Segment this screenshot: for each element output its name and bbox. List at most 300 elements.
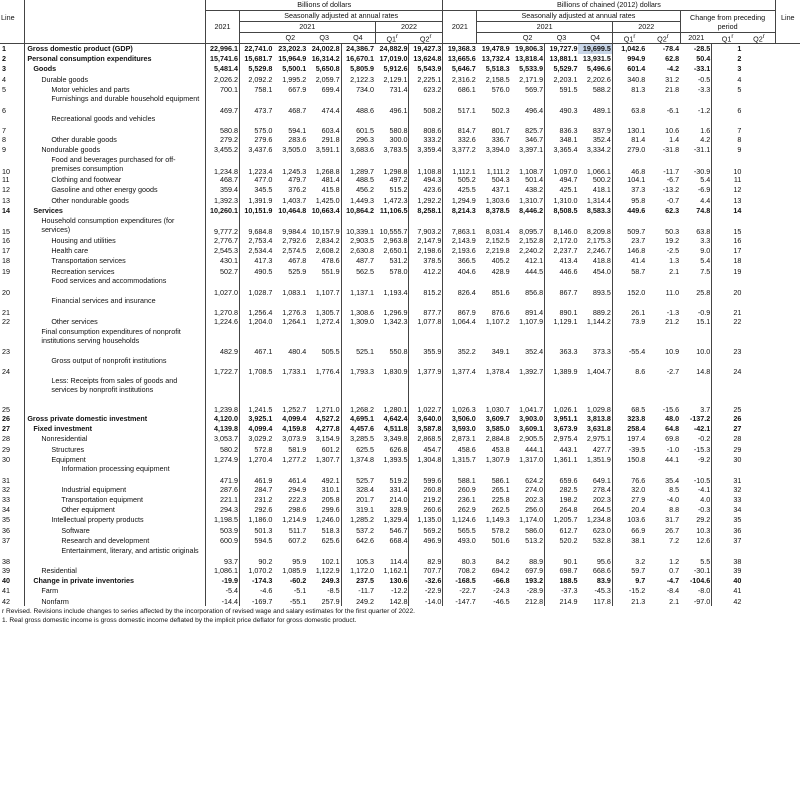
chained-cell: 13,732.4: [481, 54, 510, 64]
line-number-right: 36: [712, 525, 744, 535]
chained-cell: 877.7: [409, 296, 443, 316]
chained-cell: 428.9: [491, 266, 510, 276]
billions-cell: 4,642.4: [383, 413, 408, 423]
billions-cell: 1,393.5: [383, 454, 408, 464]
chained-cell: 214.9: [545, 596, 579, 606]
billions-cell: 1,122.9: [315, 566, 340, 576]
line-number: 32: [2, 484, 10, 494]
line-number: 38: [2, 557, 10, 566]
table-row: [0, 256, 800, 266]
change-cell: 15.1: [696, 316, 711, 326]
chained-cell: 837.9: [592, 126, 611, 135]
chained-cell: 1,041.7: [519, 405, 544, 414]
chained-cell: 851.6: [491, 288, 510, 297]
year-2022-sub-chained: 2022: [612, 22, 680, 33]
chained-cell: 264.8: [545, 505, 579, 515]
billions-cell: 456.2: [341, 185, 375, 195]
line-number: 22: [2, 316, 10, 326]
change-cell: -30.1: [693, 566, 711, 576]
chained-cell: 1,124.6: [443, 515, 477, 525]
line-number-right: 39: [712, 566, 744, 576]
chained-cell: 1,317.0: [519, 454, 544, 464]
change-cell: 146.8: [612, 246, 646, 256]
chained-cell: 363.3: [545, 327, 579, 356]
change-cell: 50.4: [696, 54, 711, 64]
line-number: 10: [2, 166, 10, 175]
billions-cell: 2,834.2: [315, 236, 340, 246]
billions-cell: 469.7: [206, 94, 240, 114]
chained-cell: 2,193.6: [443, 246, 477, 256]
billions-cell: 477.0: [240, 175, 274, 185]
table-row: [0, 54, 800, 64]
change-cell: 32.0: [612, 484, 646, 494]
billions-cell: 345.5: [240, 185, 274, 195]
line-number-right: 28: [712, 434, 744, 444]
change-cell: 1,042.6: [612, 44, 646, 54]
line-number-right: 29: [712, 444, 744, 454]
billions-cell: 580.2: [206, 444, 240, 454]
change-cell: 68.5: [612, 376, 646, 414]
chained-cell: 8,095.7: [519, 227, 544, 236]
billions-cell: 471.9: [206, 464, 240, 484]
chained-cell: 3,609.1: [519, 424, 544, 434]
chained-cell: 8,258.1: [409, 205, 443, 215]
table-row: [0, 64, 800, 74]
chained-cell: 801.7: [491, 126, 510, 135]
line-number-right: 8: [712, 134, 744, 144]
chained-cell: 3,365.4: [545, 145, 579, 155]
line-number: 28: [2, 434, 10, 444]
chained-cell: 496.9: [409, 535, 443, 545]
line-number: 2: [2, 54, 6, 64]
row-label: Clothing and footwear: [25, 175, 206, 185]
billions-cell: 3,505.0: [282, 145, 307, 155]
billions-cell: 1,268.8: [315, 166, 340, 175]
billions-cell: 518.3: [321, 525, 340, 535]
chained-group-header: Billions of chained (2012) dollars: [443, 0, 775, 11]
chained-cell: 84.2: [495, 557, 510, 566]
line-number-right: 7: [712, 114, 744, 134]
table-row: [0, 444, 800, 454]
change-cell: -0.7: [666, 195, 680, 205]
chained-cell: 576.0: [491, 84, 510, 94]
billions-cell: 575.0: [240, 114, 274, 134]
billions-cell: 1,239.8: [206, 376, 240, 414]
line-number: 13: [2, 195, 10, 205]
billions-cell: 642.6: [341, 535, 375, 545]
change-cell: -33.1: [693, 64, 711, 74]
billions-cell: 4,159.8: [282, 424, 307, 434]
table-row: [0, 276, 800, 296]
chained-cell: 569.2: [409, 525, 443, 535]
change-cell: 8.6: [612, 356, 646, 376]
line-number-right: 6: [712, 94, 744, 114]
billions-cell: 1,271.0: [315, 405, 340, 414]
billions-cell: 501.3: [240, 525, 274, 535]
table-row: [0, 216, 800, 236]
billions-cell: 222.3: [288, 495, 307, 505]
line-number-right: 12: [712, 185, 744, 195]
line-number-right: 19: [712, 266, 744, 276]
billions-cell: 359.4: [206, 185, 240, 195]
billions-cell: 1,274.9: [206, 454, 240, 464]
chained-cell: 2,873.1: [443, 434, 477, 444]
billions-cell: 1,264.1: [282, 316, 307, 326]
row-label: Gasoline and other energy goods: [25, 185, 206, 195]
chained-cell: 19,806.3: [515, 44, 544, 54]
billions-cell: 468.7: [288, 106, 307, 115]
chained-cell: 532.8: [592, 535, 611, 545]
row-label: Residential: [25, 566, 206, 576]
chained-cell: 876.6: [491, 308, 510, 317]
billions-cell: 310.1: [321, 484, 340, 494]
change-cell: -39.5: [612, 444, 646, 454]
change-cell: 21.8: [665, 84, 680, 94]
row-label: Other nondurable goods: [25, 195, 206, 205]
footnote-1: 1. Real gross domestic income is gross domestic income deflated by the implicit price deflator for gross domestic product.: [2, 617, 357, 625]
line-number: 4: [2, 74, 6, 84]
line-number-right: 13: [712, 195, 744, 205]
table-row: [0, 94, 800, 114]
billions-cell: 10,464.8: [278, 205, 307, 215]
change-cell: 27.9: [612, 495, 646, 505]
line-number: 37: [2, 535, 10, 545]
line-number: 30: [2, 454, 10, 464]
row-label: Research and development: [25, 535, 206, 545]
billions-cell: 15,741.6: [206, 54, 240, 64]
billions-cell: 4,120.0: [206, 414, 240, 424]
billions-cell: 5,650.8: [315, 64, 340, 74]
q1-header-chained: [477, 33, 511, 44]
change-cell: 38.1: [612, 535, 646, 545]
change-2021-header: 2021: [680, 33, 712, 44]
change-cell: 26.1: [612, 296, 646, 316]
chained-cell: 3,631.8: [586, 424, 611, 434]
chained-cell: 502.3: [491, 106, 510, 115]
row-label: Industrial equipment: [25, 484, 206, 494]
change-cell: 3.7: [700, 405, 711, 414]
billions-cell: 496.1: [389, 106, 408, 115]
billions-cell: 461.9: [240, 464, 274, 484]
chained-cell: 3,334.2: [586, 145, 611, 155]
change-cell: -1.0: [666, 444, 680, 454]
line-number-right: 30: [712, 454, 744, 464]
change-cell: 48.0: [665, 413, 680, 423]
change-cell: 601.4: [612, 64, 646, 74]
change-cell: -137.2: [689, 413, 711, 423]
change-cell: 46.8: [612, 155, 646, 175]
line-number-right: 2: [712, 54, 744, 64]
line-number-right: 31: [712, 464, 744, 484]
billions-cell: 142.8: [389, 596, 408, 606]
change-cell: 7.2: [669, 535, 680, 545]
billions-cell: 2,903.5: [341, 236, 375, 246]
change-cell: 130.1: [612, 114, 646, 134]
billions-cell: 580.8: [206, 114, 240, 134]
change-cell: 11.0: [665, 288, 680, 297]
billions-cell: 1,027.0: [206, 276, 240, 296]
chained-cell: 1,315.7: [443, 454, 477, 464]
change-cell: 73.9: [612, 316, 646, 326]
table-row: [0, 525, 800, 535]
billions-cell: 1,449.3: [341, 195, 375, 205]
billions-cell: 417.3: [240, 256, 274, 266]
billions-cell: 319.1: [341, 505, 375, 515]
line-number-right: 34: [712, 505, 744, 515]
chained-cell: 1,307.9: [485, 454, 510, 464]
chained-cell: 88.9: [529, 557, 544, 566]
chained-cell: 889.2: [592, 308, 611, 317]
change-cell: 9.7: [612, 576, 646, 586]
billions-cell: -8.5: [327, 586, 340, 596]
chained-cell: 3,673.9: [545, 424, 579, 434]
chained-cell: 808.6: [409, 114, 443, 134]
row-label: Nonfarm: [25, 596, 206, 606]
chained-cell: 708.2: [443, 566, 477, 576]
line-number: 26: [2, 413, 10, 423]
chained-cell: 333.2: [409, 134, 443, 144]
chained-cell: 697.9: [525, 566, 544, 576]
change-cell: 104.1: [612, 175, 646, 185]
line-number-right: 14: [712, 205, 744, 215]
row-label: Entertainment, literary, and artistic originals: [25, 546, 206, 566]
chained-cell: 623.0: [592, 525, 611, 535]
row-label: Information processing equipment: [25, 464, 206, 484]
billions-cell: 4,695.1: [341, 414, 375, 424]
line-number-right: 40: [712, 576, 744, 586]
billions-cell: 10,663.4: [311, 205, 340, 215]
change-cell: 66.9: [612, 525, 646, 535]
billions-cell: 95.9: [292, 557, 307, 566]
table-row: [0, 246, 800, 256]
chained-cell: 3,903.0: [519, 413, 544, 423]
billions-cell: 461.4: [288, 476, 307, 485]
table-row: [0, 484, 800, 494]
change-cell: 509.7: [612, 216, 646, 236]
change-cell: -30.9: [693, 166, 711, 175]
line-number: 9: [2, 145, 6, 155]
chained-cell: 1,135.0: [409, 515, 443, 525]
chained-cell: 5,543.9: [409, 64, 443, 74]
chained-cell: 588.1: [443, 464, 477, 484]
chained-cell: 490.3: [545, 94, 579, 114]
row-label: Transportation services: [25, 256, 206, 266]
line-number-right: 20: [712, 276, 744, 296]
chained-cell: 7,903.2: [409, 216, 443, 236]
chained-cell: 1,107.9: [519, 316, 544, 326]
chained-cell: -32.6: [409, 576, 443, 586]
chained-cell: 686.1: [443, 84, 477, 94]
chained-cell: 814.7: [443, 114, 477, 134]
chained-cell: 427.7: [592, 444, 611, 454]
billions-cell: 2,574.5: [282, 246, 307, 256]
row-label: Housing and utilities: [25, 236, 206, 246]
change-cell: 58.7: [612, 266, 646, 276]
billions-cell: 481.4: [321, 175, 340, 185]
chained-cell: 500.2: [592, 175, 611, 185]
billions-cell: 5,912.6: [383, 64, 408, 74]
row-label: Motor vehicles and parts: [25, 84, 206, 94]
billions-cell: 525.7: [341, 464, 375, 484]
chained-cell: 443.1: [545, 444, 579, 454]
line-number-right: 24: [712, 356, 744, 376]
billions-cell: 15,964.9: [278, 54, 307, 64]
change-cell: 197.4: [612, 434, 646, 444]
row-label: Personal consumption expenditures: [25, 54, 206, 64]
change-cell: 8.8: [669, 505, 680, 515]
table-row: [0, 74, 800, 84]
line-number-right: 37: [712, 535, 744, 545]
chained-cell: 508.2: [409, 94, 443, 114]
billions-cell: 296.3: [341, 134, 375, 144]
change-cell: 26.7: [665, 525, 680, 535]
billions-cell: 298.6: [288, 505, 307, 515]
chained-cell: 5,646.7: [443, 64, 477, 74]
row-label: Household consumption expenditures (for services): [25, 216, 206, 236]
billions-cell: 467.1: [240, 327, 274, 356]
billions-cell: 1,305.7: [315, 308, 340, 317]
chained-cell: 13,931.5: [582, 54, 611, 64]
change-cell: 8.5: [669, 484, 680, 494]
billions-cell: 488.5: [341, 175, 375, 185]
chained-cell: 423.6: [409, 185, 443, 195]
q2-header: Q2: [273, 33, 307, 44]
table-row: [0, 44, 800, 54]
chained-cell: 212.8: [525, 596, 544, 606]
row-label: Gross domestic product (GDP): [25, 44, 206, 54]
chained-cell: 1,026.3: [443, 376, 477, 414]
billions-cell: 3,349.8: [383, 434, 408, 444]
change-cell: -4.7: [666, 576, 680, 586]
change-cell: -15.6: [662, 405, 680, 414]
year-2021-sub: 2021: [240, 22, 376, 33]
billions-cell: 551.9: [321, 266, 340, 276]
chained-cell: 19,427.3: [409, 44, 443, 54]
chained-cell: 413.4: [545, 256, 579, 266]
billions-cell: 1,995.2: [282, 74, 307, 84]
billions-cell: 1,392.3: [206, 195, 240, 205]
chained-cell: 1,064.4: [443, 316, 477, 326]
billions-cell: 1,246.0: [315, 515, 340, 525]
billions-cell: 1,733.1: [282, 367, 307, 376]
table-row: [0, 495, 800, 505]
chained-cell: 578.2: [491, 525, 510, 535]
billions-cell: 2,026.2: [206, 74, 240, 84]
billions-cell: 594.5: [240, 535, 274, 545]
change-cell: 62.8: [665, 54, 680, 64]
billions-cell: 1,276.3: [282, 308, 307, 317]
chained-cell: 890.1: [545, 296, 579, 316]
change-cell: 150.8: [612, 454, 646, 464]
billions-cell: 5,529.8: [240, 64, 274, 74]
line-number: 27: [2, 424, 10, 434]
billions-cell: 2,122.3: [341, 74, 375, 84]
table-row: [0, 266, 800, 276]
billions-cell: -14.4: [206, 596, 240, 606]
change-cell: -104.6: [689, 576, 711, 586]
chained-cell: 3,585.0: [485, 424, 510, 434]
line-number: 1: [2, 44, 6, 54]
change-cell: -1.3: [666, 308, 680, 317]
row-label: Services: [25, 205, 206, 215]
line-number: 15: [2, 227, 10, 236]
billions-cell: 1,329.4: [383, 515, 408, 525]
chained-cell: 591.5: [545, 84, 579, 94]
billions-cell: 10,157.9: [311, 227, 340, 236]
chained-cell: 262.5: [491, 505, 510, 515]
chained-cell: 3,951.1: [545, 414, 579, 424]
billions-cell: 2,776.7: [206, 236, 240, 246]
chained-cell: 1,149.3: [485, 515, 510, 525]
chained-cell: 265.1: [491, 484, 510, 494]
change-cell: 103.6: [612, 515, 646, 525]
chained-cell: 282.5: [545, 484, 579, 494]
chained-cell: 707.7: [409, 566, 443, 576]
chained-cell: 3,377.2: [443, 145, 477, 155]
chained-cell: 2,175.3: [586, 236, 611, 246]
chained-cell: 1,404.7: [586, 367, 611, 376]
row-label: Gross private domestic investment: [25, 414, 206, 424]
change-cell: 323.8: [612, 414, 646, 424]
change-cell: 0.7: [669, 566, 680, 576]
change-q1r-header: Q1$^r$: [712, 33, 744, 44]
billions-cell: 279.6: [240, 134, 274, 144]
line-number-right: 9: [712, 145, 744, 155]
billions-cell: -5.1: [293, 586, 307, 596]
change-cell: -2.7: [666, 367, 680, 376]
line-number-right: 42: [712, 596, 744, 606]
billions-cell: 1,425.0: [315, 195, 340, 205]
billions-cell: 3,029.2: [240, 434, 274, 444]
billions-cell: 10,260.1: [206, 205, 240, 215]
billions-cell: 287.6: [206, 484, 240, 494]
billions-cell: -169.7: [240, 596, 274, 606]
chained-cell: 2,219.8: [485, 246, 510, 256]
line-number-right: 27: [712, 424, 744, 434]
chained-cell: -14.0: [409, 596, 443, 606]
billions-cell: 2,630.8: [341, 246, 375, 256]
line-number: 11: [2, 175, 10, 185]
chained-cell: -22.9: [409, 586, 443, 596]
billions-cell: 478.6: [321, 256, 340, 266]
change-cell: -3.3: [697, 84, 711, 94]
billions-cell: 488.6: [341, 94, 375, 114]
chained-cell: 8,583.3: [586, 205, 611, 215]
chained-cell: 1,144.2: [586, 316, 611, 326]
chained-cell: 501.4: [525, 175, 544, 185]
chained-cell: 412.2: [409, 266, 443, 276]
billions-cell: 603.4: [321, 126, 340, 135]
change-cell: -2.5: [666, 246, 680, 256]
billions-cell: 17,019.0: [379, 54, 408, 64]
chained-cell: 815.2: [409, 276, 443, 296]
chained-cell: 856.8: [525, 288, 544, 297]
line-number-right: 38: [712, 546, 744, 566]
billions-cell: 601.2: [321, 444, 340, 454]
billions-cell: 1,162.1: [383, 566, 408, 576]
change-cell: -78.4: [662, 44, 680, 54]
change-cell: 10.6: [665, 126, 680, 135]
chained-cell: -28.9: [526, 586, 544, 596]
billions-cell: 1,298.8: [383, 166, 408, 175]
line-number: 20: [2, 288, 10, 297]
chained-cell: 867.9: [443, 296, 477, 316]
billions-cell: 1,224.6: [206, 316, 240, 326]
change-cell: 35.4: [665, 476, 680, 485]
chained-cell: -46.5: [493, 596, 510, 606]
chained-cell: 1,310.7: [519, 195, 544, 205]
chained-cell: 659.6: [545, 464, 579, 484]
